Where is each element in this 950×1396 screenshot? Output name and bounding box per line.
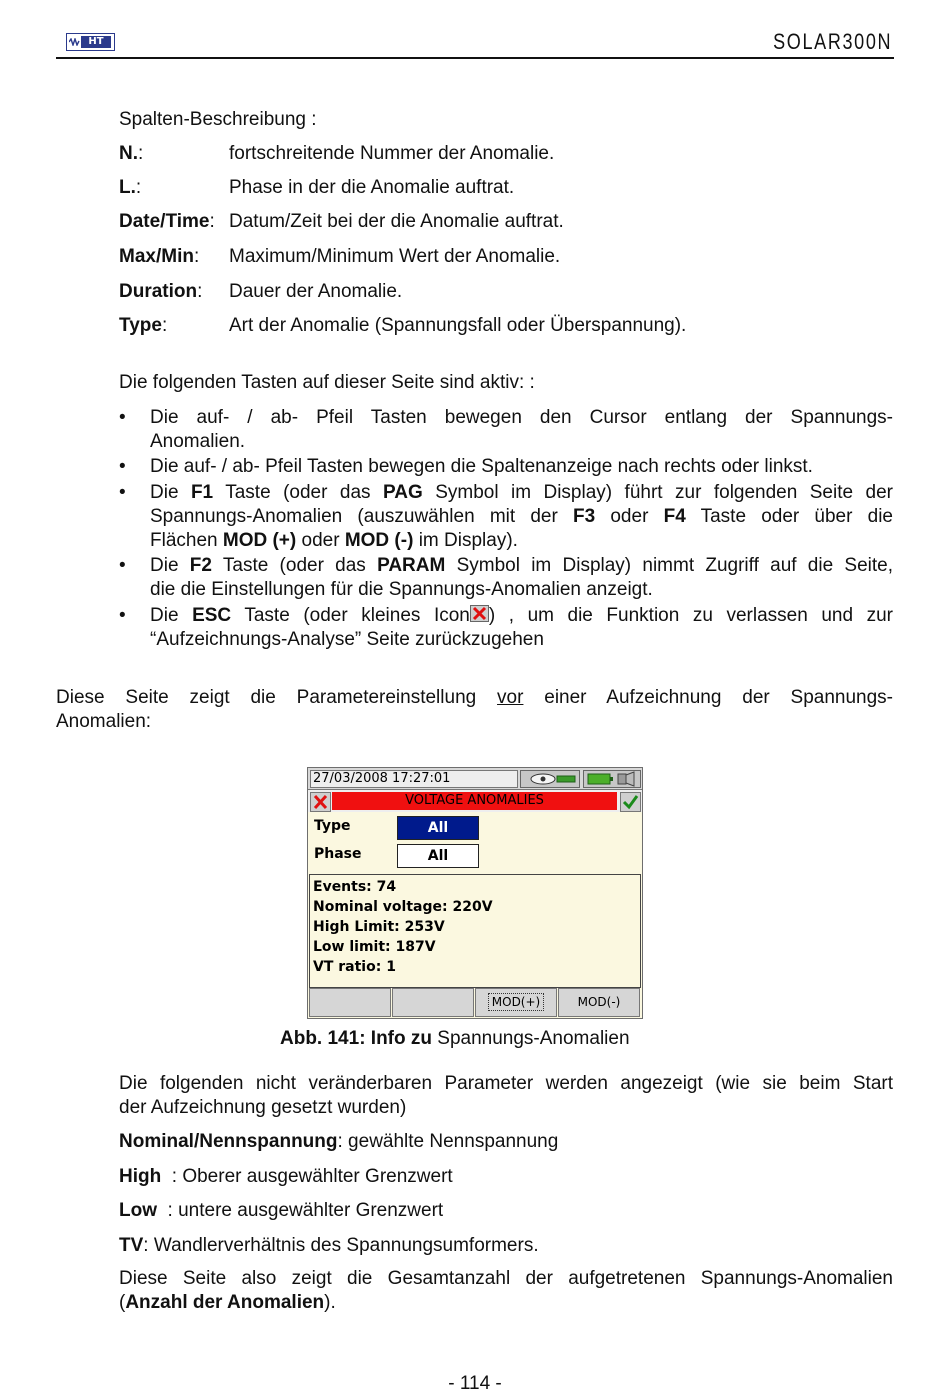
para2-line-1: Die folgenden nicht veränderbaren Parameter werden angezeigt (wie sie beim Start xyxy=(119,1073,893,1094)
column-key-datetime: Date/Time: xyxy=(119,211,215,232)
para2-line-2: der Aufzeichnung gesetzt wurden) xyxy=(119,1097,407,1118)
bullet-4-line-1: Die F2 Taste (oder das PARAM Symbol im Display) nimmt Zugriff auf die Seite, xyxy=(150,555,893,576)
figure-caption: Abb. 141: Info zu Spannungs-Anomalien xyxy=(280,1028,630,1049)
connection-plug-icon xyxy=(521,771,579,787)
info-vt-ratio: VT ratio: 1 xyxy=(313,959,396,975)
bullet-5-line-1: Die ESC Taste (oder kleines Icon ) , um die Funktion zu verlassen und zur xyxy=(150,605,893,626)
function-key-f2[interactable] xyxy=(392,988,474,1017)
param-low: Low : untere ausgewählter Grenzwert xyxy=(119,1200,444,1221)
param-tv: TV: Wandlerverhältnis des Spannungsumformers. xyxy=(119,1235,539,1256)
column-key-n: N.: xyxy=(119,143,144,164)
bullet-2-marker: • xyxy=(119,456,126,477)
bullet-5-marker: • xyxy=(119,605,126,626)
device-battery-status xyxy=(583,770,641,788)
check-icon xyxy=(621,793,640,811)
type-value-selector[interactable]: All xyxy=(397,816,479,840)
para1-line-2: Anomalien: xyxy=(56,711,152,732)
close-icon xyxy=(311,793,330,811)
battery-icon xyxy=(584,771,640,787)
column-key-type: Type: xyxy=(119,315,168,336)
phase-value-selector[interactable]: All xyxy=(397,844,479,868)
info-nominal-voltage: Nominal voltage: 220V xyxy=(313,899,493,915)
param-high: High : Oberer ausgewählter Grenzwert xyxy=(119,1166,453,1187)
columns-intro: Spalten-Beschreibung : xyxy=(119,109,317,130)
header-rule xyxy=(56,57,894,59)
page-number: - 114 - xyxy=(448,1373,502,1394)
mod-minus-button[interactable]: MOD(-) xyxy=(558,988,640,1017)
bullet-5-line-2: “Aufzeichnungs-Analyse” Seite zurückzugehen xyxy=(150,629,544,650)
device-confirm-button[interactable] xyxy=(620,792,641,812)
column-desc-n: fortschreitende Nummer der Anomalie. xyxy=(229,143,555,164)
bullet-2-line-1: Die auf- / ab- Pfeil Tasten bewegen die Spaltenanzeige nach rechts oder linkst. xyxy=(150,456,813,477)
bullet-3-line-2: Spannungs-Anomalien (auszuwählen mit der F3 oder F4 Taste oder über die xyxy=(150,506,893,527)
bullet-1-line-1: Die auf- / ab- Pfeil Tasten bewegen den Cursor entlang der Spannungs- xyxy=(150,407,893,428)
device-datetime: 27/03/2008 17:27:01 xyxy=(310,770,518,788)
bullet-3-marker: • xyxy=(119,482,126,503)
column-desc-maxmin: Maximum/Minimum Wert der Anomalie. xyxy=(229,246,561,267)
column-desc-l: Phase in der die Anomalie auftrat. xyxy=(229,177,515,198)
device-connection-status xyxy=(520,770,580,788)
column-desc-datetime: Datum/Zeit bei der die Anomalie auftrat. xyxy=(229,211,564,232)
bullet-3-line-1: Die F1 Taste (oder das PAG Symbol im Display) führt zur folgenden Seite der xyxy=(150,482,893,503)
model-name: SOLAR300N xyxy=(772,29,892,54)
bullet-4-marker: • xyxy=(119,555,126,576)
bullet-4-line-2: die die Einstellungen für die Spannungs-Anomalien anzeigt. xyxy=(150,579,653,600)
device-screen xyxy=(307,767,643,1019)
close-icon xyxy=(470,605,489,622)
phase-label: Phase xyxy=(314,846,362,862)
para3-line-2: (Anzahl der Anomalien). xyxy=(119,1292,336,1313)
column-key-maxmin: Max/Min: xyxy=(119,246,200,267)
ht-logo xyxy=(66,33,115,51)
type-label: Type xyxy=(314,818,351,834)
bullet-3-line-3: Flächen MOD (+) oder MOD (-) im Display). xyxy=(150,530,518,551)
column-key-duration: Duration: xyxy=(119,281,203,302)
mod-plus-button[interactable]: MOD(+) xyxy=(475,988,557,1017)
device-info-box xyxy=(309,874,641,988)
logo-text: HT xyxy=(81,36,111,48)
column-key-l: L.: xyxy=(119,177,142,198)
device-close-button[interactable] xyxy=(310,792,331,812)
para3-line-1: Diese Seite also zeigt die Gesamtanzahl der aufgetretenen Spannungs-Anomalien xyxy=(119,1268,893,1289)
param-nominal: Nominal/Nennspannung: gewählte Nennspannung xyxy=(119,1131,559,1152)
info-events: Events: 74 xyxy=(313,879,397,895)
info-low-limit: Low limit: 187V xyxy=(313,939,436,955)
column-desc-type: Art der Anomalie (Spannungsfall oder Überspannung). xyxy=(229,315,687,336)
device-title: VOLTAGE ANOMALIES xyxy=(332,792,617,810)
logo-wave-icon xyxy=(69,38,80,46)
column-desc-duration: Dauer der Anomalie. xyxy=(229,281,403,302)
para1-line-1: Diese Seite zeigt die Parametereinstellung vor einer Aufzeichnung der Spannungs- xyxy=(56,687,893,708)
bullet-1-marker: • xyxy=(119,407,126,428)
info-high-limit: High Limit: 253V xyxy=(313,919,445,935)
bullet-1-line-2: Anomalien. xyxy=(150,431,246,452)
function-key-f1[interactable] xyxy=(309,988,391,1017)
keys-intro: Die folgenden Tasten auf dieser Seite sind aktiv: : xyxy=(119,372,535,393)
